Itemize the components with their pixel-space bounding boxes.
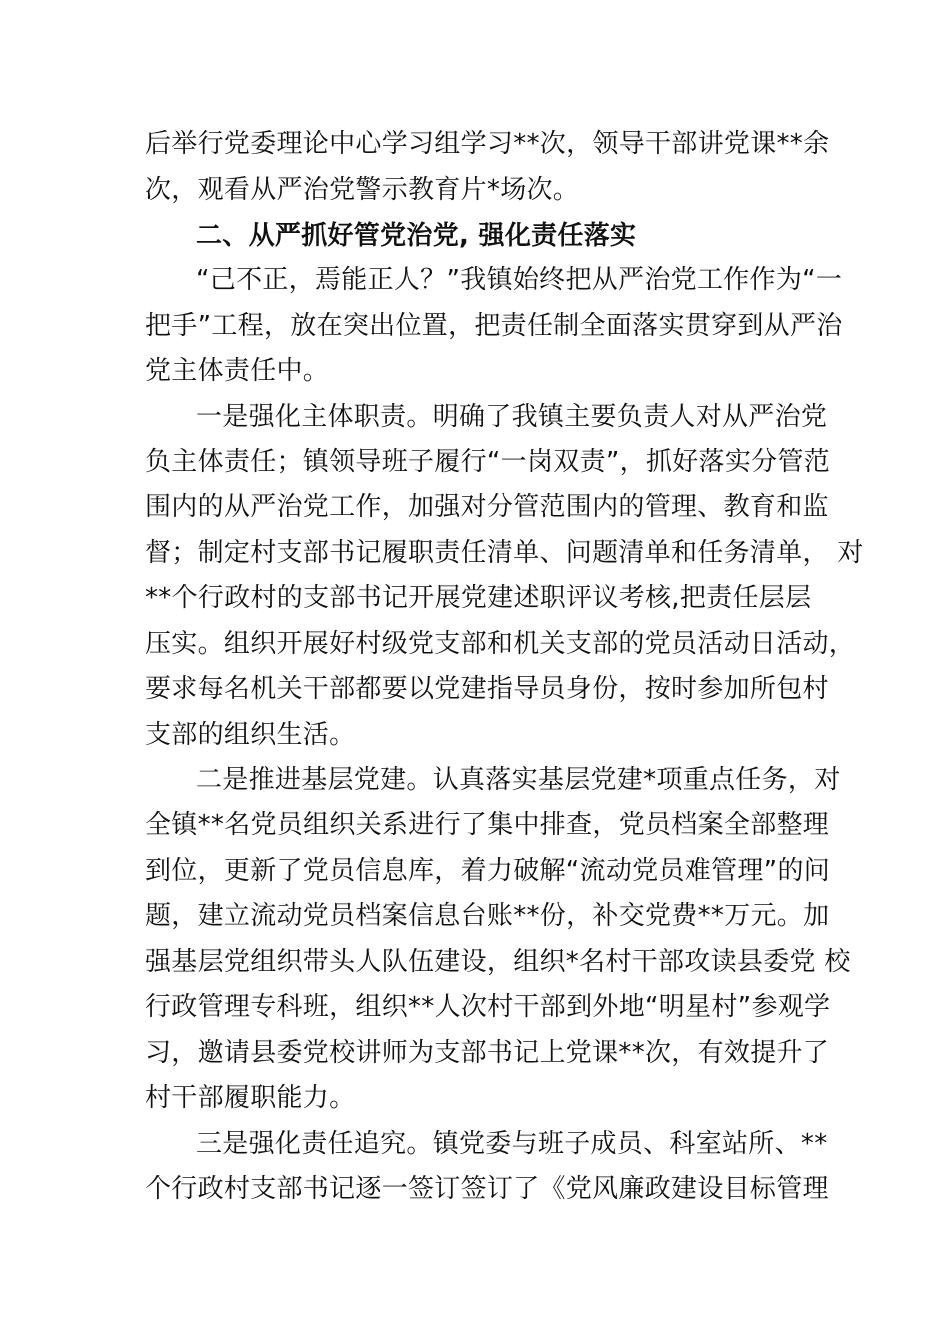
text-line: 后举行党委理论中心学习组学习**次，领导干部讲党课**余 [145, 129, 830, 159]
text-line: 强基层党组织带头人队伍建设，组织*名村干部攻读县委党 校 [145, 947, 851, 977]
text-line: 二是推进基层党建。认真落实基层党建*项重点任务，对 [196, 765, 841, 795]
text-line: 压实。组织开展好村级党支部和机关支部的党员活动日活动， [145, 629, 856, 659]
text-line: **个行政村的支部书记开展党建述职评议考核,把责任层层 [145, 583, 812, 613]
text-line: 围内的从严治党工作，加强对分管范围内的管理、教育和监 [145, 492, 829, 522]
text-line: 题，建立流动党员档案信息台账**份，补交党费**万元。加 [145, 901, 830, 931]
text-line: 村干部履职能力。 [145, 1083, 356, 1113]
text-line: 习，邀请县委党校讲师为支部书记上党课**次，有效提升了 [145, 1038, 830, 1068]
text-line: 负主体责任；镇领导班子履行“一岗双责”，抓好落实分管范 [145, 447, 831, 477]
text-line: 把手”工程，放在突出位置，把责任制全面落实贯穿到从严治 [145, 311, 843, 341]
text-line: 全镇**名党员组织关系进行了集中排查，党员档案全部整理 [145, 810, 830, 840]
text-line: “己不正，焉能正人？”我镇始终把从严治党工作作为“一 [196, 265, 843, 295]
text-line: 行政管理专科班，组织**人次村干部到外地“明星村”参观学 [145, 992, 831, 1022]
text-line: 到位，更新了党员信息库，着力破解“流动党员难管理”的问 [145, 856, 831, 886]
text-line: 支部的组织生活。 [145, 720, 356, 750]
text-line: 个行政村支部书记逐一签订签订了《党风廉政建设目标管理 [145, 1174, 829, 1204]
text-line: 一是强化主体职责。明确了我镇主要负责人对从严治党 [196, 402, 828, 432]
text-line: 要求每名机关干部都要以党建指导员身份，按时参加所包村 [145, 674, 829, 704]
text-line: 三是强化责任追究。镇党委与班子成员、科室站所、** [196, 1129, 828, 1159]
text-line: 督；制定村支部书记履职责任清单、问题清单和任务清单， 对 [145, 538, 864, 568]
section-heading: 二、从严抓好管党治党, 强化责任落实 [196, 221, 637, 251]
text-line: 次，观看从严治党警示教育片*场次。 [145, 175, 580, 205]
text-line: 党主体责任中。 [145, 356, 330, 386]
